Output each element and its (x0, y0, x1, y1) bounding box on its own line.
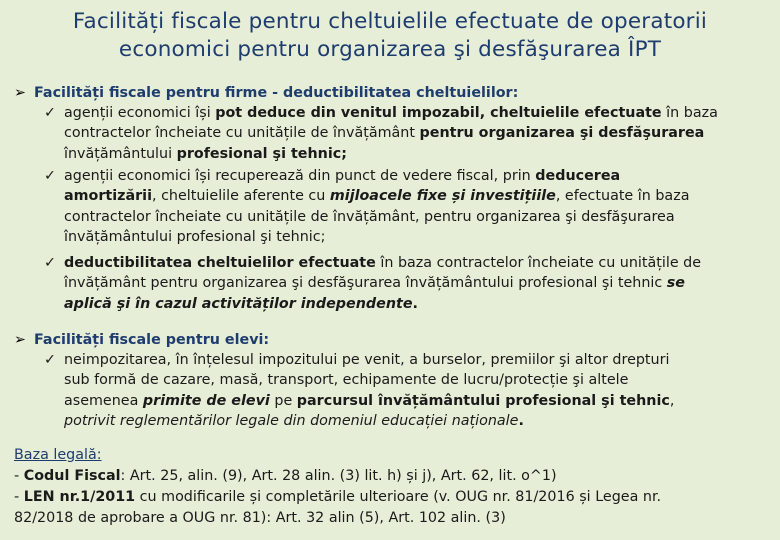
text-bold: LEN nr.1/2011 (23, 489, 136, 505)
text-bold: profesional şi tehnic; (176, 145, 347, 162)
text: contractelor încheiate cu unitățile de învățământ, pentru organizarea şi desfăşurarea (64, 208, 675, 225)
text: , (669, 392, 675, 409)
text: învățământului profesional şi tehnic; (64, 228, 326, 245)
text-italic: potrivit reglementărilor legale din domeniul educației naționale (64, 412, 519, 429)
section-students-heading-text: Facilități fiscale pentru elevi: (34, 332, 270, 348)
legal-basis-title: Baza legală: (14, 447, 102, 463)
text-bold: deducerea (535, 168, 621, 184)
text-bold-italic: aplică şi în cazul activităților independente (64, 295, 413, 312)
text: învățământului (64, 145, 177, 162)
text-bold: pot deduce din venitul impozabil, cheltuielile efectuate (215, 105, 662, 121)
text: , efectuate în baza (555, 188, 690, 205)
list-item (44, 350, 772, 431)
text: . (518, 412, 524, 429)
text: sub formă de cazare, masă, transport, echipamente de lucru/protecție şi altele (64, 372, 629, 389)
arrow-bullet-icon: ➢ (14, 85, 26, 101)
list-item (44, 253, 772, 314)
section-firms-heading (14, 85, 518, 101)
text: - (14, 468, 24, 484)
text-bold: pentru organizarea şi desfăşurarea (419, 125, 705, 142)
legal-basis (14, 445, 774, 529)
text-bold: deductibilitatea cheltuielilor efectuate (64, 255, 376, 271)
text-bold-italic: se (666, 275, 686, 292)
arrow-bullet-icon: ➢ (14, 332, 26, 348)
section-firms-heading-text: Facilități fiscale pentru firme - deductibilitatea cheltuielilor: (34, 85, 519, 101)
check-bullet-icon: ✓ (44, 255, 56, 271)
text: agenții economici își (64, 105, 216, 121)
text-bold: parcursul învățământului profesional şi tehnic (296, 392, 670, 409)
text-bold: Codul Fiscal (23, 468, 121, 484)
section-students-heading (14, 332, 269, 348)
text: învățământ pentru organizarea şi desfăşurarea învățământului profesional şi tehnic (64, 275, 667, 292)
check-bullet-icon: ✓ (44, 352, 56, 368)
check-bullet-icon: ✓ (44, 168, 56, 184)
title-line-2: economici pentru organizarea şi desfăşurarea ÎPT (118, 37, 662, 62)
text: - (14, 489, 24, 505)
text-bold-italic: mijloacele fixe și investițiile (329, 188, 556, 205)
text: cu modificarile și completările ulterioare (v. OUG nr. 81/2016 și Legea nr. (135, 489, 662, 505)
text: : Art. 25, alin. (9), Art. 28 alin. (3) lit. h) și j), Art. 62, lit. o^1) (120, 468, 557, 484)
text: . (412, 295, 418, 312)
text-bold-italic: primite de elevi (142, 392, 270, 409)
text: 82/2018 de aprobare a OUG nr. 81): Art. 32 alin (5), Art. 102 alin. (3) (14, 510, 506, 526)
text-bold: amortizării (64, 188, 152, 205)
text: agenții economici își recuperează din punct de vedere fiscal, prin (64, 168, 536, 184)
text: în baza contractelor încheiate cu unitățile de (375, 255, 702, 271)
list-item (44, 166, 772, 247)
slide-title (0, 8, 780, 64)
text: în baza (661, 105, 718, 121)
text: neimpozitarea, în înțelesul impozitului pe venit, a burselor, premiilor şi altor drepturi (64, 352, 670, 368)
list-item (44, 103, 772, 164)
text: , cheltuielile aferente cu (151, 188, 330, 205)
text: asemenea (64, 392, 143, 409)
title-line-1: Facilități fiscale pentru cheltuielile efectuate de operatorii (72, 9, 708, 34)
check-bullet-icon: ✓ (44, 105, 56, 121)
text: contractelor încheiate cu unitățile de învățământ (64, 125, 420, 142)
text: pe (269, 392, 297, 409)
